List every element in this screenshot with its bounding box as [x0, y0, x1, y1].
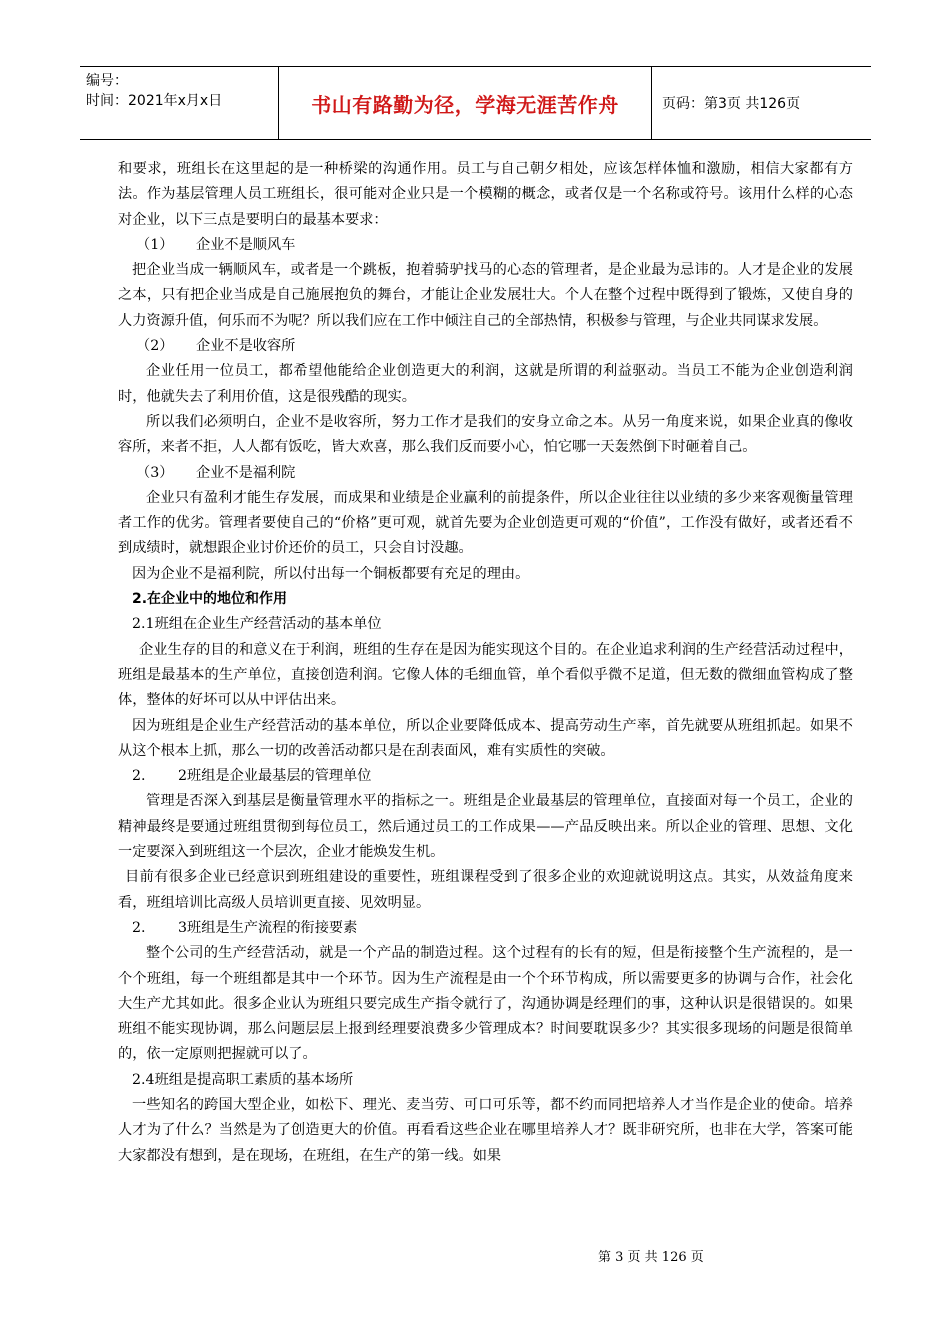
paragraph: 所以我们必须明白，企业不是收容所，努力工作才是我们的安身立命之本。从另一角度来说，如果企业真的像收容所，来者不拒，人人都有饭吃，皆大欢喜，那么我们反而要小心，怕它哪一天轰然倒下时砸着自己。 — [118, 413, 853, 456]
doc-number-label: 编号： — [86, 73, 128, 89]
paragraph: 企业任用一位员工，都希望他能给企业创造更大的利润，这就是所谓的利益驱动。当员工不能为企业创造利润时，他就失去了利用价值，这是很残酷的现实。 — [118, 363, 853, 405]
paragraph: 把企业当成一辆顺风车，或者是一个跳板，抱着骑驴找马的心态的管理者，是企业最为忌讳的。人才是企业的发展之本，只有把企业当成是自己施展抱负的舞台，才能让企业发展壮大。个人在整个过程中既得到了锻炼，又使自身的人力资源升值，何乐而不为呢？所以我们应在工作中倾注自己的全部热情，积极参与管理，与企业共同谋求发展。 — [118, 262, 853, 329]
header-info — [80, 67, 279, 139]
list-item-heading — [118, 461, 853, 486]
page-footer: 第 3 页 共 126 页 — [598, 1250, 704, 1265]
header-motto: 书山有路勤为径，学海无涯苦作舟 — [279, 67, 652, 139]
page-header — [80, 66, 871, 140]
list-number: （2） — [136, 338, 174, 355]
subsection-title: 3班组是生产流程的衔接要素 — [178, 919, 358, 936]
subsection-heading — [118, 764, 853, 789]
header-page-label: 页码：第3页 共126页 — [662, 96, 801, 112]
section-heading: 2.在企业中的地位和作用 — [132, 591, 288, 608]
subsection-number: 2. — [132, 768, 146, 785]
list-title: 企业不是福利院 — [196, 464, 296, 481]
list-title: 企业不是收容所 — [196, 338, 296, 355]
subsection-heading — [118, 916, 853, 941]
subsection-title: 2班组是企业最基层的管理单位 — [178, 768, 372, 785]
subsection-heading: 2.1班组在企业生产经营活动的基本单位 — [132, 616, 382, 633]
subsection-number: 2. — [132, 919, 146, 936]
list-item-heading — [118, 233, 853, 258]
paragraph: 因为班组是企业生产经营活动的基本单位，所以企业要降低成本、提高劳动生产率，首先就要从班组抓起。如果不从这个根本上抓，那么一切的改善活动都只是在刮表面风，难有实质性的突破。 — [118, 717, 853, 759]
paragraph: 一些知名的跨国大型企业，如松下、理光、麦当劳、可口可乐等，都不约而同把培养人才当作是企业的使命。培养人才为了什么？当然是为了创造更大的价值。再看看这些企业在哪里培养人才？既非研究所，也非在大学，答案可能大家都没有想到，是在现场，在班组，在生产的第一线。如果 — [118, 1096, 853, 1164]
document-body — [118, 157, 853, 1169]
list-title: 企业不是顺风车 — [196, 236, 296, 253]
paragraph: 目前有很多企业已经意识到班组建设的重要性，班组课程受到了很多企业的欢迎就说明这点。其实，从效益角度来看，班组培训比高级人员培训更直接、见效明显。 — [118, 869, 853, 911]
list-item-heading — [118, 334, 853, 359]
paragraph: 整个公司的生产经营活动，就是一个产品的制造过程。这个过程有的长有的短，但是衔接整个生产流程的，是一个个班组，每一个班组都是其中一个环节。因为生产流程是由一个个环节构成，所以需要更多的协调与合作，社会化大生产尤其如此。很多企业认为班组只要完成生产指令就行了，沟通协调是经理们的事，这种认识是很错误的。如果班组不能实现协调，那么问题层层上报到经理要浪费多少管理成本？时间要耽误多少？其实很多现场的问题是很简单的，依一定原则把握就可以了。 — [118, 945, 853, 1063]
list-number: （3） — [136, 464, 174, 481]
paragraph: 因为企业不是福利院，所以付出每一个铜板都要有充足的理由。 — [132, 565, 530, 582]
date-label: 时间：2021年x月x日 — [86, 93, 223, 109]
paragraph: 管理是否深入到基层是衡量管理水平的指标之一。班组是企业最基层的管理单位，直接面对每一个员工，企业的精神最终是要通过班组贯彻到每位员工，然后通过员工的工作成果——产品反映出来。所以企业的管理、思想、文化一定要深入到班组这一个层次，企业才能焕发生机。 — [118, 793, 853, 861]
subsection-heading: 2.4班组是提高职工素质的基本场所 — [132, 1071, 354, 1088]
paragraph: 和要求，班组长在这里起的是一种桥梁的沟通作用。员工与自己朝夕相处，应该怎样体恤和激励，相信大家都有方法。作为基层管理人员工班组长，很可能对企业只是一个模糊的概念，或者仅是一个名称或符号。该用什么样的心态对企业，以下三点是要明白的最基本要求： — [118, 161, 853, 228]
paragraph: 企业生存的目的和意义在于利润，班组的生存在是因为能实现这个目的。在企业追求利润的生产经营活动过程中，班组是最基本的生产单位，直接创造利润。它像人体的毛细血管，单个看似乎微不足道，但无数的微细血管构成了整体，整体的好坏可以从中评估出来。 — [118, 641, 853, 709]
paragraph: 企业只有盈利才能生存发展，而成果和业绩是企业赢利的前提条件，所以企业往往以业绩的多少来客观衡量管理者工作的优劣。管理者要使自己的“价格”更可观，就首先要为企业创造更可观的“价值”，工作没有做好，或者还看不到成绩时，就想跟企业讨价还价的员工，只会自讨没趣。 — [118, 489, 853, 557]
list-number: （1） — [136, 236, 174, 253]
